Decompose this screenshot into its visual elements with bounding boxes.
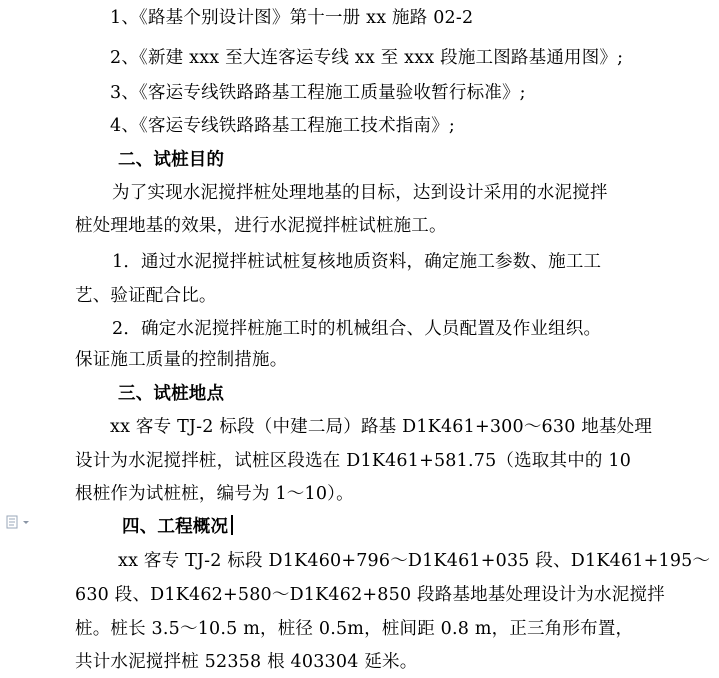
paragraph-line: xx 客专 TJ-2 标段（中建二局）路基 D1K461+300～630 地基处理 xyxy=(110,417,653,437)
paragraph-line: 设计为水泥搅拌桩，试桩区段选在 D1K461+581.75（选取其中的 10 xyxy=(75,451,632,471)
reference-item-1: 1、《路基个别设计图》第十一册 xx 施路 02-2 xyxy=(110,8,474,28)
section-heading-purpose: 二、试桩目的 xyxy=(118,150,225,170)
paragraph-line: 桩。桩长 3.5～10.5 m，桩径 0.5m，桩间距 0.8 m，正三角形布置， xyxy=(75,619,634,639)
reference-item-2: 2、《新建 xxx 至大连客运专线 xx 至 xxx 段施工图路基通用图》; xyxy=(110,48,624,68)
paragraph-line: 根桩作为试桩桩，编号为 1～10）。 xyxy=(75,484,354,504)
section-heading-location: 三、试桩地点 xyxy=(118,384,225,404)
paragraph-line: 为了实现水泥搅拌桩处理地基的目标，达到设计采用的水泥搅拌 xyxy=(112,183,608,203)
text-cursor xyxy=(231,515,233,535)
list-item-line: 保证施工质量的控制措施。 xyxy=(75,350,288,370)
section-heading-overview-text: 四、工程概况 xyxy=(122,517,229,537)
section-heading-overview xyxy=(122,515,233,539)
paragraph-line: 共计水泥搅拌桩 52358 根 403304 延米。 xyxy=(75,652,418,672)
reference-item-3: 3、《客运专线铁路路基工程施工质量验收暂行标准》; xyxy=(110,83,526,103)
list-item-line: 2．确定水泥搅拌桩施工时的机械组合、人员配置及作业组织。 xyxy=(112,319,602,339)
paragraph-line: xx 客专 TJ-2 标段 D1K460+796～D1K461+035 段、D1K461+195～ xyxy=(118,551,711,571)
reference-item-4: 4、《客运专线铁路路基工程施工技术指南》; xyxy=(110,116,455,136)
paragraph-line: 桩处理地基的效果，进行水泥搅拌桩试桩施工。 xyxy=(75,216,447,236)
list-item-line: 1．通过水泥搅拌桩试桩复核地质资料，确定施工参数、施工工 xyxy=(112,252,602,272)
paste-options-icon[interactable] xyxy=(6,514,32,530)
list-item-line: 艺、验证配合比。 xyxy=(75,286,217,306)
paragraph-line: 630 段、D1K462+580～D1K462+850 段路基地基处理设计为水泥搅拌 xyxy=(75,585,665,605)
